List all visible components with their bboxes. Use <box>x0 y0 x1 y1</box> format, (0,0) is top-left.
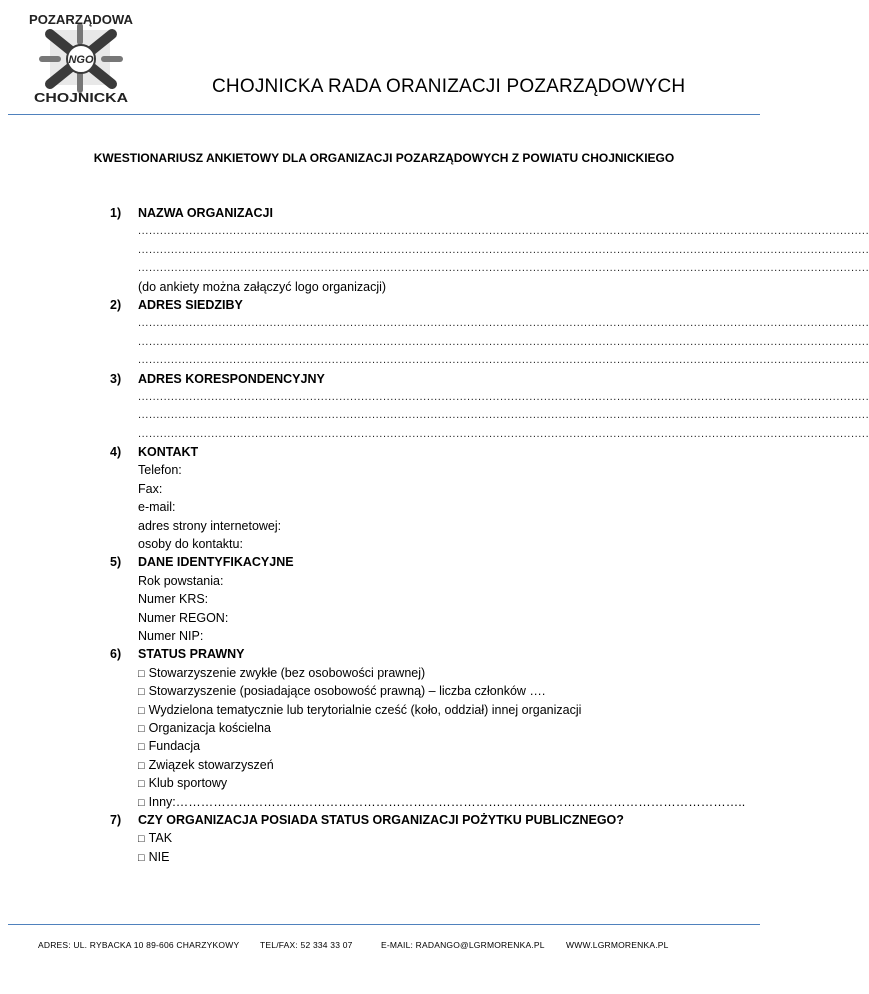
fill-in-line[interactable]: ........................................................................................................................................................................................................ <box>138 427 869 440</box>
section-heading <box>110 370 670 388</box>
section-note: (do ankiety można załączyć logo organizacji) <box>138 279 387 294</box>
section-heading <box>110 296 670 314</box>
checkbox-icon[interactable]: □ <box>138 759 145 772</box>
checkbox-option[interactable] <box>138 664 670 682</box>
section-heading <box>110 204 670 222</box>
ngo-logo <box>28 12 136 104</box>
section-number: 1) <box>110 206 122 220</box>
footer-phone: TEL/FAX: 52 334 33 07 <box>260 940 353 950</box>
form-field-label[interactable]: Numer NIP: <box>138 628 204 643</box>
section-heading-text: ADRES KORESPONDENCYJNY <box>138 371 325 386</box>
checkbox-option[interactable] <box>138 682 670 700</box>
document-title: KWESTIONARIUSZ ANKIETOWY DLA ORGANIZACJI POZARZĄDOWYCH Z POWIATU CHOJNICKIEGO <box>93 151 675 165</box>
header-divider <box>8 114 760 115</box>
form-field-label[interactable]: Rok powstania: <box>138 573 224 588</box>
section-number: 6) <box>110 647 122 662</box>
checkbox-icon[interactable]: □ <box>138 667 145 680</box>
section-number: 3) <box>110 371 122 386</box>
section-number: 2) <box>110 297 122 312</box>
footer-address: ADRES: UL. RYBACKA 10 89-606 CHARZYKOWY <box>38 940 240 950</box>
checkbox-label: Stowarzyszenie (posiadające osobowość prawną) – liczba członków …. <box>148 684 546 699</box>
logo-top-text: POZARZĄDOWA <box>29 12 134 27</box>
form-field-label[interactable]: Fax: <box>138 481 163 496</box>
form-field-label[interactable]: Telefon: <box>138 463 182 478</box>
logo-center-text: NGO <box>68 54 94 66</box>
checkbox-icon[interactable]: □ <box>138 722 145 735</box>
checkbox-option[interactable] <box>138 793 746 811</box>
checkbox-option[interactable] <box>138 774 670 792</box>
checkbox-label: Fundacja <box>148 739 201 754</box>
checkbox-label: Inny:……………………………………………………………………………………………………………………….. <box>148 794 746 809</box>
fill-in-line[interactable]: ........................................................................................................................................................................................................ <box>138 317 869 330</box>
fill-in-line[interactable]: ........................................................................................................................................................................................................ <box>138 225 869 238</box>
logo-bottom-text: CHOJNICKA <box>34 90 129 105</box>
section-number: 4) <box>110 445 122 460</box>
section-heading-text: DANE IDENTYFIKACYJNE <box>138 555 294 570</box>
checkbox-label: Organizacja kościelna <box>148 720 271 735</box>
footer-email: E-MAIL: RADANGO@LGRMORENKA.PL <box>381 940 545 950</box>
checkbox-label: Wydzielona tematycznie lub terytorialnie cześć (koło, oddział) innej organizacji <box>148 702 582 717</box>
checkbox-icon[interactable]: □ <box>138 741 145 754</box>
section-heading-text: ADRES SIEDZIBY <box>138 297 243 312</box>
fill-in-line[interactable]: ........................................................................................................................................................................................................ <box>138 354 869 367</box>
fill-in-line[interactable]: ........................................................................................................................................................................................................ <box>138 409 869 422</box>
checkbox-option[interactable] <box>138 829 670 847</box>
section-heading <box>110 811 670 829</box>
checkbox-option[interactable] <box>138 848 670 866</box>
section-heading-text: KONTAKT <box>138 445 199 460</box>
checkbox-icon[interactable]: □ <box>138 833 145 846</box>
checkbox-label: Stowarzyszenie zwykłe (bez osobowości prawnej) <box>148 665 426 680</box>
form-field-label[interactable]: Numer REGON: <box>138 610 229 625</box>
checkbox-label: Związek stowarzyszeń <box>148 757 274 772</box>
fill-in-line[interactable]: ........................................................................................................................................................................................................ <box>138 243 869 256</box>
footer-website: WWW.LGRMORENKA.PL <box>566 940 669 950</box>
fill-in-line[interactable]: ........................................................................................................................................................................................................ <box>138 335 869 348</box>
checkbox-label: Klub sportowy <box>148 776 228 791</box>
logo-graphic <box>28 12 136 104</box>
section-heading-text: NAZWA ORGANIZACJI <box>138 206 273 220</box>
form-field-label[interactable]: osoby do kontaktu: <box>138 537 243 552</box>
questionnaire-body <box>110 204 869 866</box>
section-heading <box>110 553 670 571</box>
checkbox-icon[interactable]: □ <box>138 686 145 699</box>
checkbox-option[interactable] <box>138 756 670 774</box>
checkbox-option[interactable] <box>138 701 670 719</box>
checkbox-option[interactable] <box>138 719 670 737</box>
checkbox-icon[interactable]: □ <box>138 704 145 717</box>
checkbox-icon[interactable]: □ <box>138 851 145 864</box>
fill-in-line[interactable]: ........................................................................................................................................................................................................ <box>138 390 869 403</box>
section-heading <box>110 645 670 663</box>
form-field-label[interactable]: e-mail: <box>138 500 176 515</box>
checkbox-icon[interactable]: □ <box>138 796 145 809</box>
checkbox-label: TAK <box>148 831 173 846</box>
section-heading-text: STATUS PRAWNY <box>138 647 245 662</box>
form-field-label[interactable]: adres strony internetowej: <box>138 518 282 533</box>
section-heading-text: CZY ORGANIZACJA POSIADA STATUS ORGANIZACJI POŻYTKU PUBLICZNEGO? <box>138 812 624 827</box>
form-field-label[interactable]: Numer KRS: <box>138 592 209 607</box>
checkbox-option[interactable] <box>138 737 670 755</box>
section-number: 7) <box>110 812 122 827</box>
header-title: CHOJNICKA RADA ORANIZACJI POZARZĄDOWYCH <box>212 76 686 97</box>
fill-in-line[interactable]: ........................................................................................................................................................................................................ <box>138 262 869 275</box>
checkbox-label: NIE <box>148 849 170 864</box>
section-number: 5) <box>110 555 122 570</box>
footer-divider <box>8 924 760 925</box>
checkbox-icon[interactable]: □ <box>138 778 145 791</box>
section-heading <box>110 443 670 461</box>
